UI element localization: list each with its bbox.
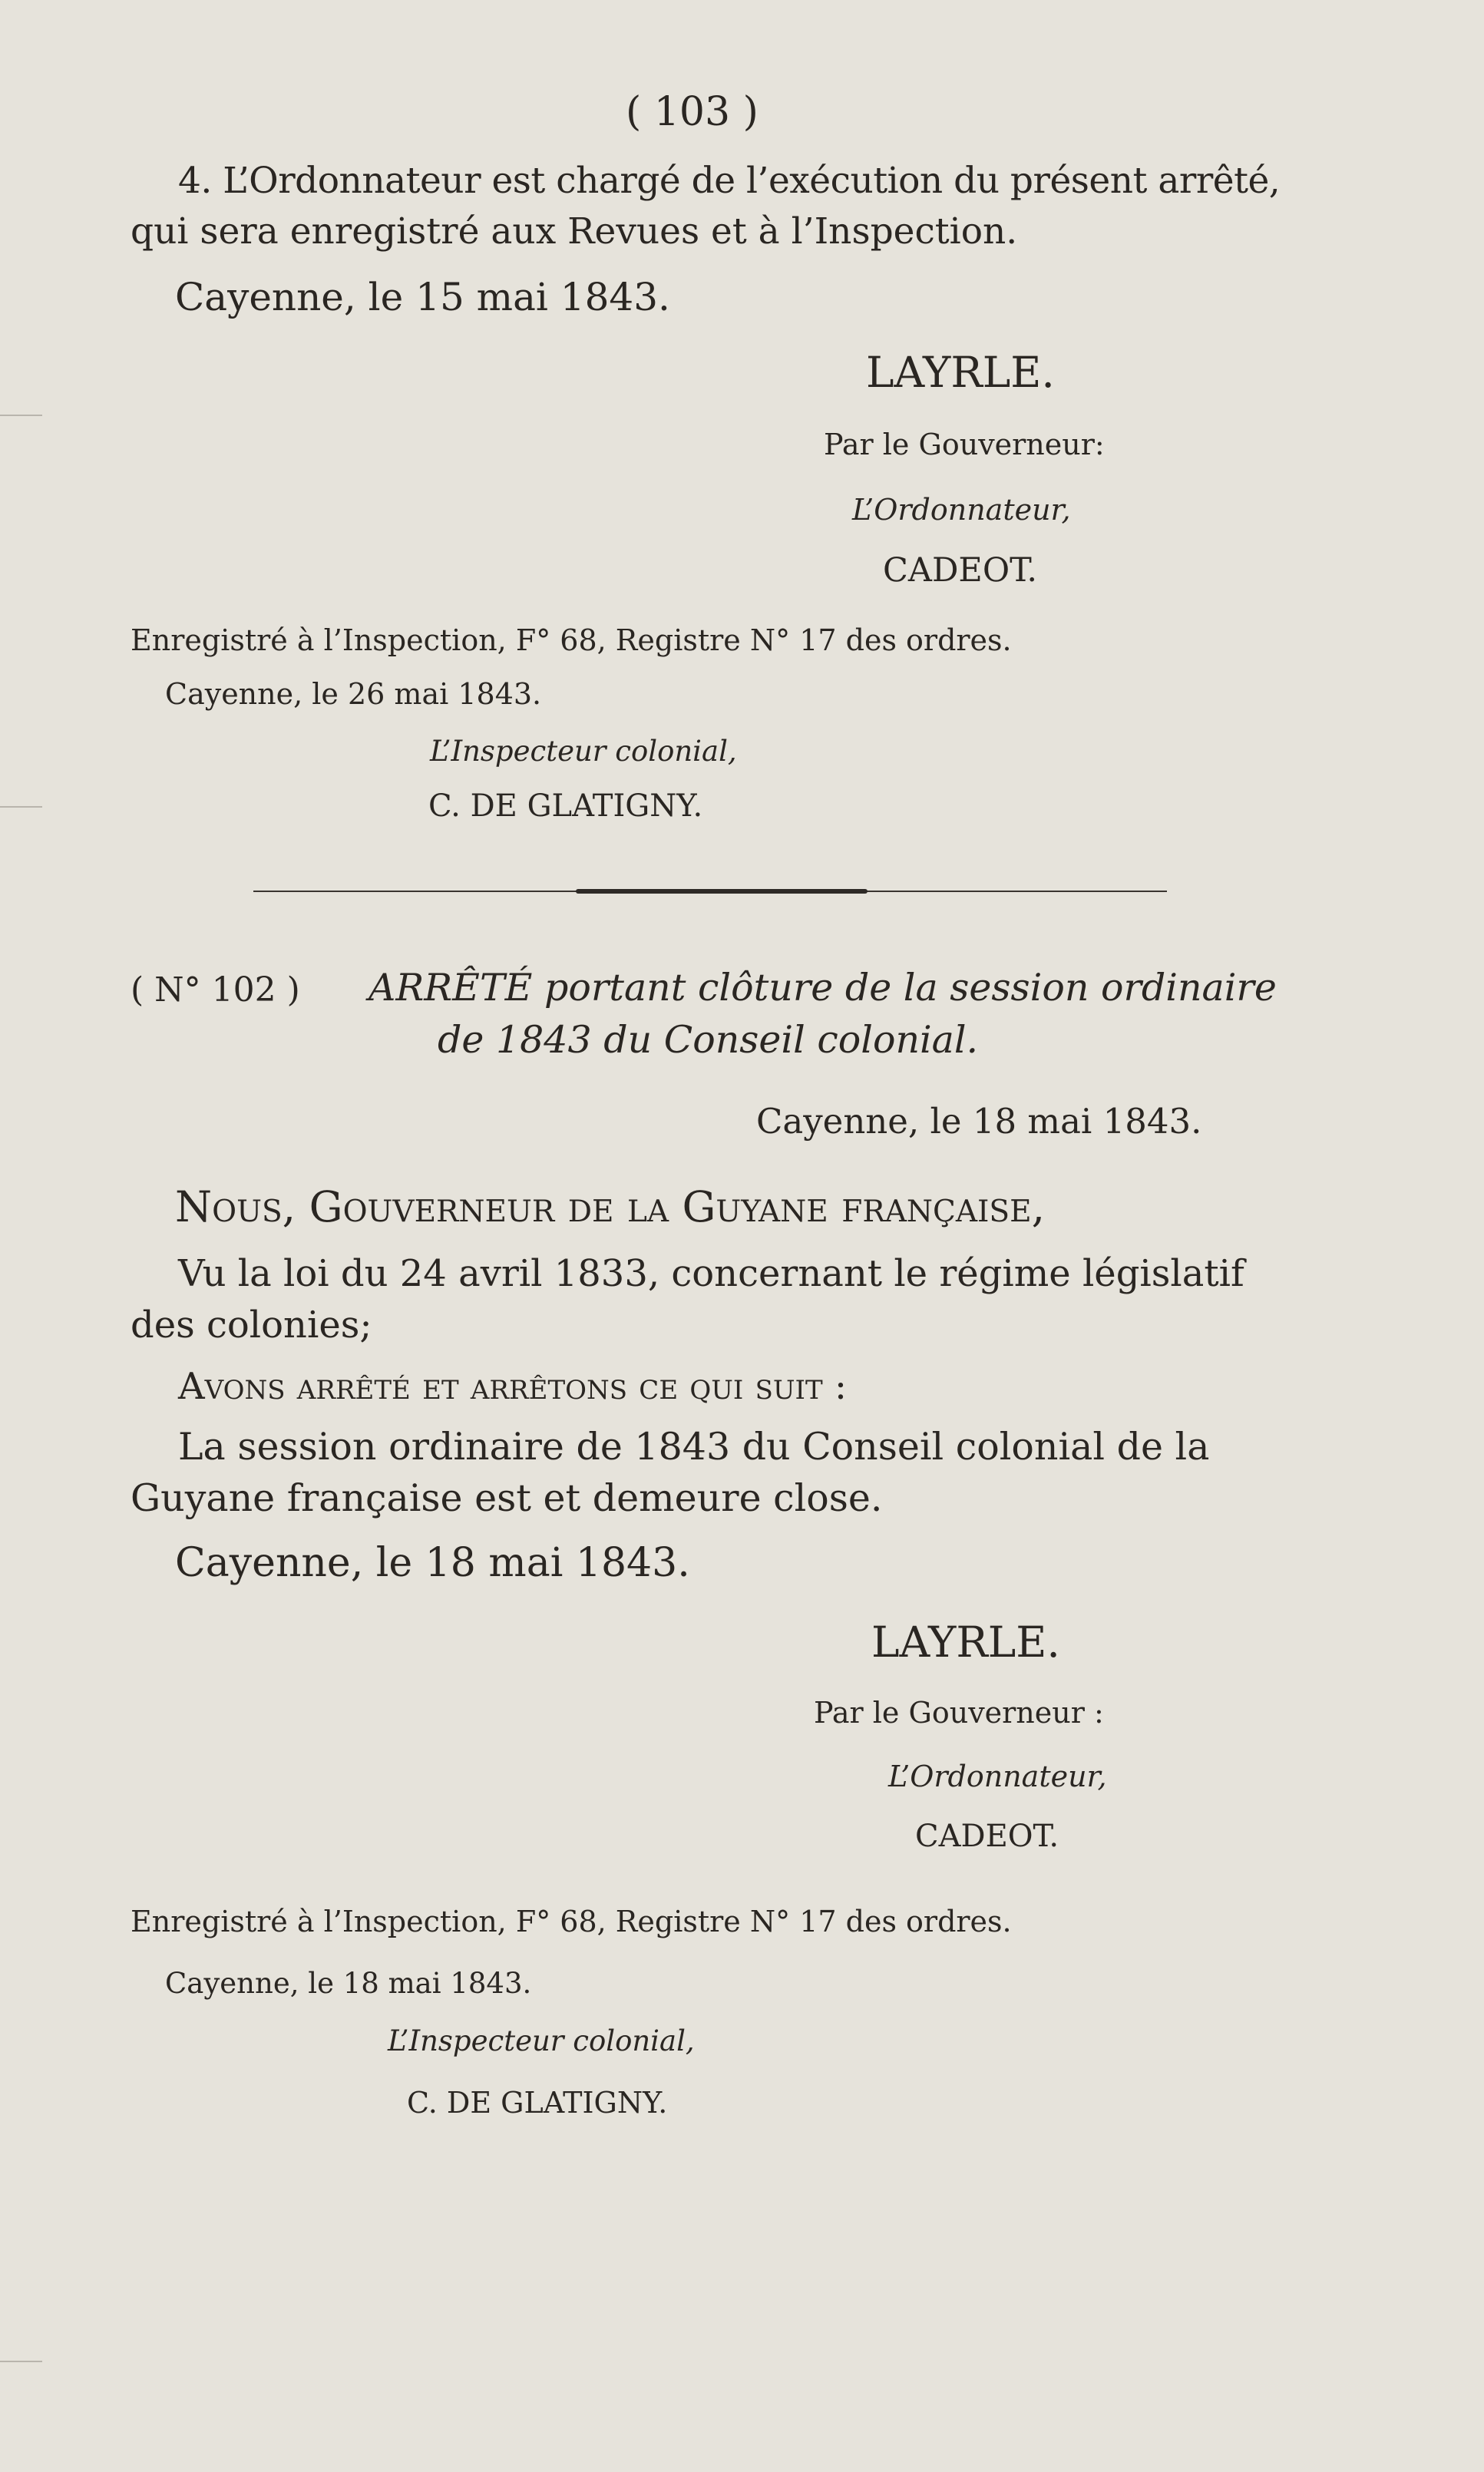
inspector-signature: C. DE GLATIGNY. — [407, 2086, 668, 2120]
margin-mark — [0, 806, 42, 808]
by-governor-label: Par le Gouverneur : — [814, 1696, 1104, 1730]
ordonnateur-label: L’Ordonnateur, — [888, 1760, 1107, 1793]
page-number: ( 103 ) — [626, 89, 759, 135]
section-divider — [253, 889, 1167, 894]
decree-preamble: Nous, Gouverneur de la Guyane française, — [175, 1182, 1046, 1231]
article-4-date: Cayenne, le 15 mai 1843. — [175, 275, 670, 319]
considerant-line-1: Vu la loi du 24 avril 1833, concernant le régime législatif — [178, 1252, 1244, 1295]
inspector-label: L’Inspecteur colonial, — [430, 735, 737, 768]
ordonnateur-label: L’Ordonnateur, — [852, 493, 1071, 527]
registration-date: Cayenne, le 26 mai 1843. — [165, 677, 542, 711]
inspector-signature: C. DE GLATIGNY. — [428, 788, 703, 824]
by-governor-label: Par le Gouverneur: — [824, 428, 1105, 461]
ordonnateur-signature: CADEOT. — [915, 1819, 1059, 1854]
registration-line: Enregistré à l’Inspection, F° 68, Registre N° 17 des ordres. — [131, 1905, 1012, 1938]
considerant-line-2: des colonies; — [131, 1304, 372, 1347]
margin-mark — [0, 2361, 42, 2362]
registration-line: Enregistré à l’Inspection, F° 68, Registre N° 17 des ordres. — [131, 623, 1012, 657]
decree-title-line-1: ARRÊTÉ portant clôture de la session ordinaire — [369, 966, 1277, 1010]
ordonnateur-signature: CADEOT. — [883, 551, 1038, 590]
decree-date: Cayenne, le 18 mai 1843. — [175, 1540, 690, 1586]
margin-mark — [0, 415, 42, 416]
divider-swell — [576, 889, 868, 894]
governor-signature: LAYRLE. — [871, 1618, 1060, 1667]
decree-body-line-1: La session ordinaire de 1843 du Conseil colonial de la — [178, 1425, 1210, 1469]
decree-number: ( N° 102 ) — [131, 970, 300, 1010]
decree-title-line-2: de 1843 du Conseil colonial. — [438, 1018, 979, 1062]
inspector-label: L’Inspecteur colonial, — [388, 2024, 695, 2057]
decree-body-line-2: Guyane française est et demeure close. — [131, 1476, 883, 1520]
registration-date: Cayenne, le 18 mai 1843. — [165, 1967, 532, 2000]
article-4-line-1: 4. L’Ordonnateur est chargé de l’exécution du présent arrêté, — [178, 160, 1281, 202]
article-4-line-2: qui sera enregistré aux Revues et à l’Inspection. — [131, 210, 1018, 253]
governor-signature: LAYRLE. — [866, 348, 1055, 397]
decree-dateline: Cayenne, le 18 mai 1843. — [756, 1101, 1202, 1142]
decree-enacting-clause: Avons arrêté et arrêtons ce qui suit : — [178, 1365, 848, 1408]
